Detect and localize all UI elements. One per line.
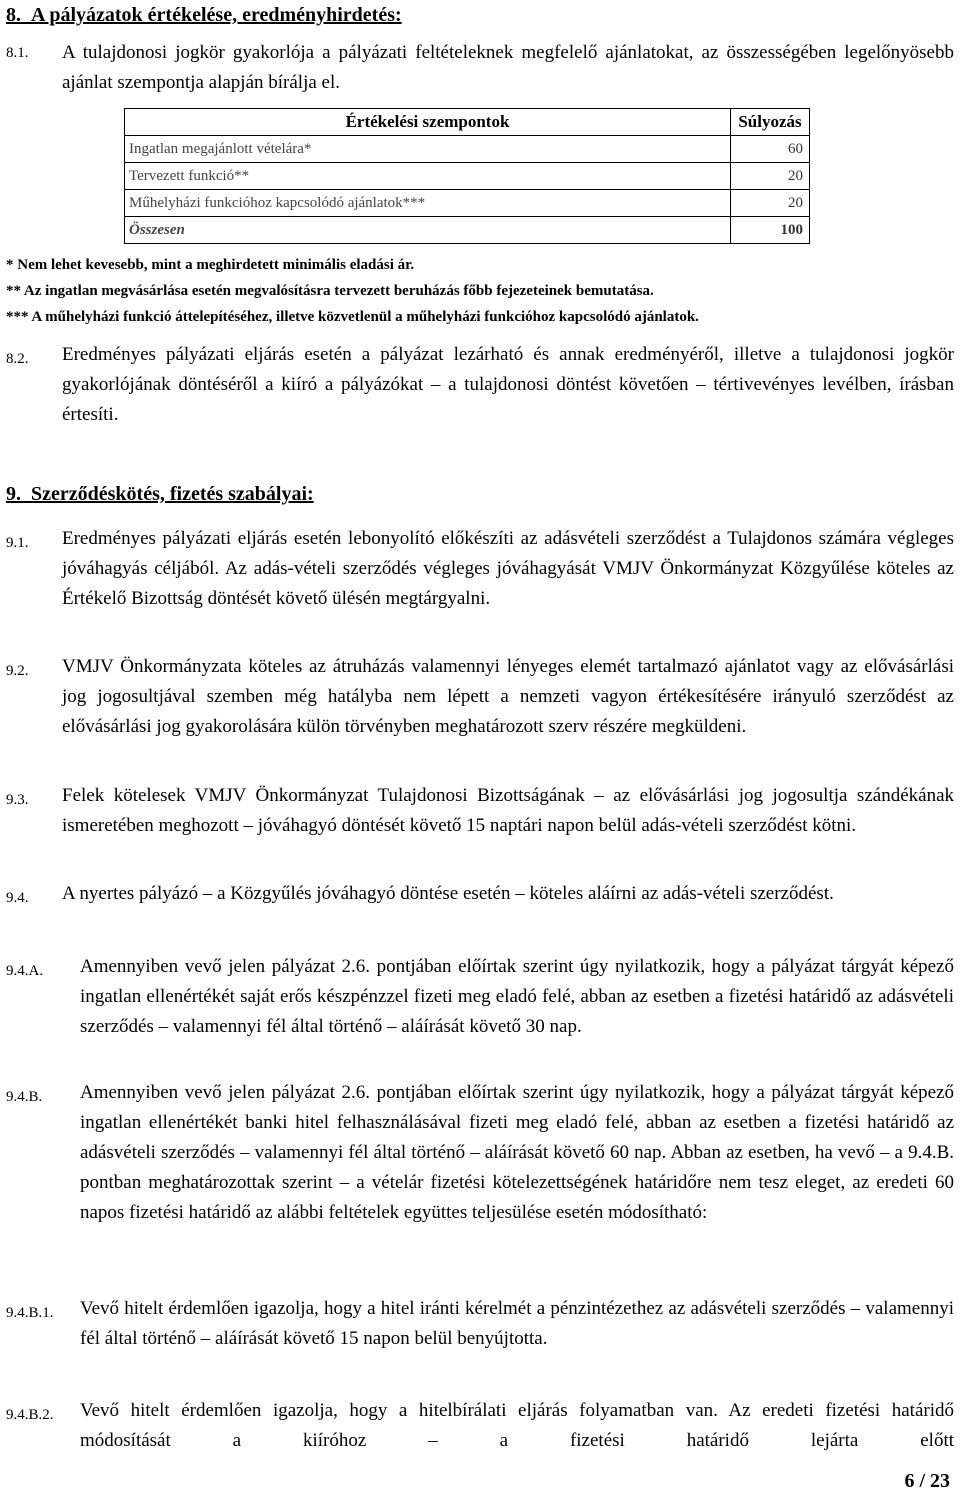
section-9-heading: 9. Szerződéskötés, fizetés szabályai: [6, 483, 314, 505]
weight-cell: 60 [731, 136, 810, 163]
total-weight-cell: 100 [731, 217, 810, 244]
paragraph-number: 9.2. [6, 663, 29, 679]
footnote-1: * Nem lehet kevesebb, mint a meghirdetett minimális eladási ár. [6, 257, 415, 273]
paragraph-text: Amennyiben vevő jelen pályázat 2.6. pontjában előírtak szerint úgy nyilatkozik, hogy a pályázat tárgyát képező ingatlan ellenértékét banki hitel felhasználásával fizeti meg eladó felé, abban az esetben a fizetési határidő az adásvételi szerződés – valamennyi fél által történő – aláírását követő 60 nap. Abban az esetben, ha vevő – a 9.4.B. pontban meghatározottak szerint – a vételár fizetési kötelezettségének határidőre nem tesz eleget, az eredeti 60 napos fizetési határidő az alábbi feltételek együttes teljesülése esetén módosítható: [80, 1082, 954, 1223]
paragraph-9-3 [6, 781, 954, 841]
weight-header: Súlyozás [731, 109, 810, 136]
table-total-row [125, 217, 810, 244]
paragraph-text: Eredményes pályázati eljárás esetén a pályázat lezárható és annak eredményéről, illetve a tulajdonosi jogkör gyakorlójának döntéséről a kiíró a pályázókat – a tulajdonosi döntést követően – tértivevényes levélben, írásban értesíti. [62, 344, 954, 425]
paragraph-number: 9.4.B.2. [6, 1407, 54, 1423]
paragraph-9-4-b [6, 1078, 954, 1228]
criteria-cell: Tervezett funkció** [125, 163, 731, 190]
paragraph-8-1 [6, 38, 954, 98]
paragraph-text: Felek kötelesek VMJV Önkormányzat Tulajdonosi Bizottságának – az elővásárlási jog jogosultja szándékának ismeretében meghozott – jóváhagyó döntését követő 15 naptári napon belül adás-vételi szerződést kötni. [62, 785, 954, 836]
paragraph-number: 9.1. [6, 535, 29, 551]
paragraph-number: 9.4. [6, 890, 29, 906]
footnote-3: *** A műhelyházi funkció áttelepítéséhez, illetve közvetlenül a műhelyházi funkcióhoz kapcsolódó ajánlatok. [6, 309, 699, 325]
page-number: 6 / 23 [904, 1470, 950, 1492]
paragraph-number: 9.4.B.1. [6, 1305, 54, 1321]
section-8-heading: 8. A pályázatok értékelése, eredményhirdetés: [6, 4, 402, 26]
paragraph-8-2 [6, 340, 954, 430]
paragraph-text: Vevő hitelt érdemlően igazolja, hogy a hitel iránti kérelmét a pénzintézethez az adásvételi szerződés – valamennyi fél által történő – aláírását követő 15 napon belül benyújtotta. [80, 1298, 954, 1349]
footnote-2: ** Az ingatlan megvásárlása esetén megvalósításra tervezett beruházás főbb fejezeteinek bemutatása. [6, 283, 654, 299]
criteria-cell: Műhelyházi funkcióhoz kapcsolódó ajánlatok*** [125, 190, 731, 217]
paragraph-9-4 [6, 879, 954, 909]
paragraph-text: A tulajdonosi jogkör gyakorlója a pályázati feltételeknek megfelelő ajánlatokat, az összességében legelőnyösebb ajánlat szempontja alapján bírálja el. [62, 42, 954, 93]
paragraph-number: 9.4.B. [6, 1089, 43, 1105]
evaluation-criteria-table [124, 108, 810, 244]
paragraph-text: Vevő hitelt érdemlően igazolja, hogy a hitelbírálati eljárás folyamatban van. Az eredeti fizetési határidő módosítását a kiíróhoz – a fizetési határidő lejárta előtt [80, 1400, 954, 1451]
table-header-row [125, 109, 810, 136]
paragraph-9-4-a [6, 952, 954, 1042]
table-row [125, 163, 810, 190]
criteria-cell: Ingatlan megajánlott vételára* [125, 136, 731, 163]
paragraph-number: 8.1. [6, 45, 29, 61]
paragraph-9-1 [6, 524, 954, 614]
paragraph-number: 8.2. [6, 351, 29, 367]
total-label-cell: Összesen [125, 217, 731, 244]
paragraph-text: A nyertes pályázó – a Közgyűlés jóváhagyó döntése esetén – köteles aláírni az adás-vételi szerződést. [62, 883, 834, 904]
paragraph-text: Amennyiben vevő jelen pályázat 2.6. pontjában előírtak szerint úgy nyilatkozik, hogy a pályázat tárgyát képező ingatlan ellenértékét saját erős készpénzzel fizeti meg eladó felé, abban az esetben a fizetési határidő az adásvételi szerződés – valamennyi fél által történő – aláírását követő 30 nap. [80, 956, 954, 1037]
weight-cell: 20 [731, 190, 810, 217]
paragraph-number: 9.3. [6, 792, 29, 808]
paragraph-9-4-b-1 [6, 1294, 954, 1354]
paragraph-9-4-b-2 [6, 1396, 954, 1456]
criteria-header: Értékelési szempontok [125, 109, 731, 136]
weight-cell: 20 [731, 163, 810, 190]
table-row [125, 190, 810, 217]
paragraph-number: 9.4.A. [6, 963, 44, 979]
table-row [125, 136, 810, 163]
paragraph-text: VMJV Önkormányzata köteles az átruházás valamennyi lényeges elemét tartalmazó ajánlatot vagy az elővásárlási jog jogosultjával szemben még hatályba nem lépett a nemzeti vagyon értékesítésére irányuló szerződést az elővásárlási jog gyakorolására külön törvényben meghatározott szerv részére megküldeni. [62, 656, 954, 737]
paragraph-9-2 [6, 652, 954, 742]
paragraph-text: Eredményes pályázati eljárás esetén lebonyolító előkészíti az adásvételi szerződést a Tulajdonos számára végleges jóváhagyás céljából. Az adás-vételi szerződés végleges jóváhagyását VMJV Önkormányzat Közgyűlése köteles az Értékelő Bizottság döntését követő ülésén megtárgyalni. [62, 528, 954, 609]
